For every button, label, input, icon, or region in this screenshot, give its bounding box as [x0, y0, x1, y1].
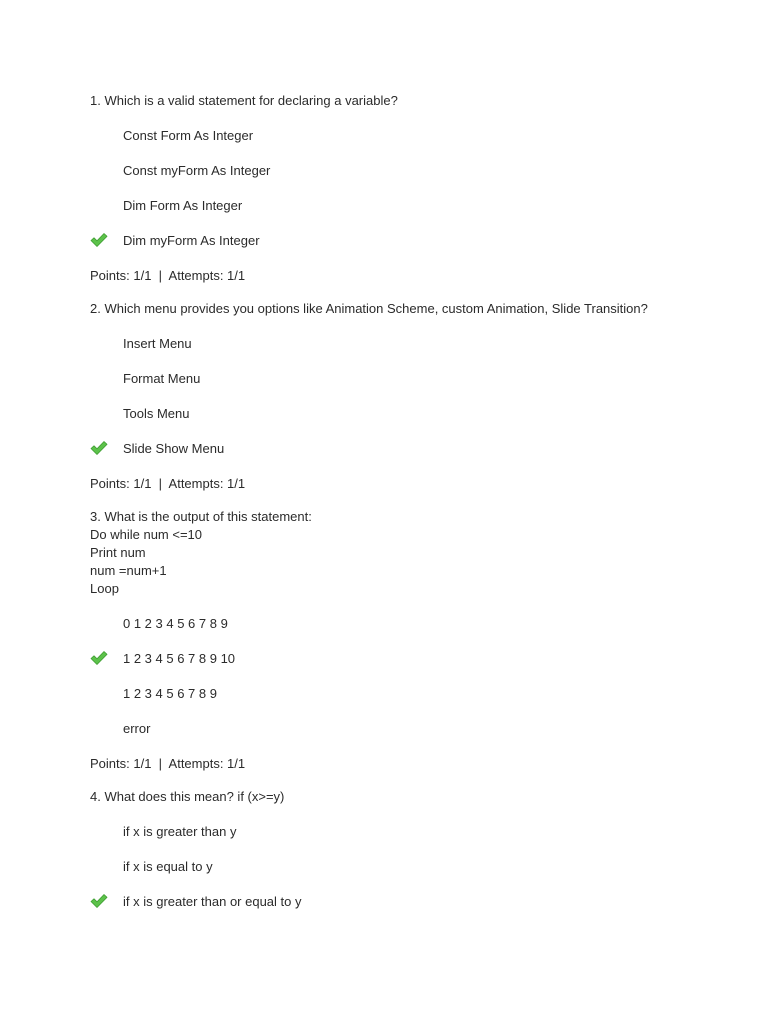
answer-option-label: Slide Show Menu — [123, 441, 225, 456]
answer-option — [90, 440, 750, 458]
question-number: 1. — [90, 93, 101, 108]
answer-option — [90, 405, 750, 423]
answer-option-label: Insert Menu — [123, 336, 192, 351]
question-block — [90, 92, 750, 285]
answer-option-label: 1 2 3 4 5 6 7 8 9 — [123, 686, 217, 701]
answer-option-label: 1 2 3 4 5 6 7 8 9 10 — [123, 651, 236, 666]
score-summary: Points: 1/1 | Attempts: 1/1 — [90, 268, 246, 283]
question-text — [90, 788, 750, 806]
check-icon — [90, 232, 108, 248]
answer-option-label: error — [123, 721, 151, 736]
answer-option-label: if x is equal to y — [123, 859, 213, 874]
question-label: Which is a valid statement for declaring a variable? — [104, 93, 398, 108]
question-block — [90, 300, 750, 493]
code-line: num =num+1 — [90, 563, 167, 578]
code-line: Do while num <=10 — [90, 527, 203, 542]
quiz-review — [90, 92, 750, 928]
question-prompt — [90, 788, 750, 806]
answer-option-label: Const Form As Integer — [123, 128, 254, 143]
question-prompt — [90, 92, 750, 110]
answer-option-label: if x is greater than or equal to y — [123, 894, 302, 909]
answer-option — [90, 162, 750, 180]
answer-option — [90, 615, 750, 633]
question-number: 4. — [90, 789, 101, 804]
answer-option-label: Dim Form As Integer — [123, 198, 243, 213]
answer-option-label: 0 1 2 3 4 5 6 7 8 9 — [123, 616, 228, 631]
answer-option-label: Format Menu — [123, 371, 201, 386]
answer-option — [90, 127, 750, 145]
answer-option-label: Tools Menu — [123, 406, 190, 421]
answer-option — [90, 893, 750, 911]
question-label: What is the output of this statement: — [104, 509, 312, 524]
answer-option-label: if x is greater than y — [123, 824, 237, 839]
answer-option-label: Dim myForm As Integer — [123, 233, 260, 248]
question-number: 2. — [90, 301, 101, 316]
question-text — [90, 508, 750, 526]
check-icon — [90, 893, 108, 909]
answer-option — [90, 823, 750, 841]
answer-option — [90, 858, 750, 876]
code-line: Print num — [90, 545, 146, 560]
code-line: Loop — [90, 581, 119, 596]
question-text — [90, 300, 750, 318]
answer-option — [90, 685, 750, 703]
question-block — [90, 788, 750, 911]
answer-option — [90, 370, 750, 388]
question-prompt — [90, 300, 750, 318]
answer-option — [90, 335, 750, 353]
question-label: Which menu provides you options like Animation Scheme, custom Animation, Slide Transition? — [104, 301, 648, 316]
check-icon — [90, 650, 108, 666]
question-text — [90, 92, 750, 110]
question-prompt — [90, 508, 750, 598]
question-block — [90, 508, 750, 773]
answer-option — [90, 197, 750, 215]
answer-option — [90, 232, 750, 250]
answer-option-label: Const myForm As Integer — [123, 163, 271, 178]
check-icon — [90, 440, 108, 456]
question-label: What does this mean? if (x>=y) — [104, 789, 285, 804]
question-number: 3. — [90, 509, 101, 524]
score-summary: Points: 1/1 | Attempts: 1/1 — [90, 476, 246, 491]
answer-option — [90, 650, 750, 668]
answer-option — [90, 720, 750, 738]
score-summary: Points: 1/1 | Attempts: 1/1 — [90, 756, 246, 771]
